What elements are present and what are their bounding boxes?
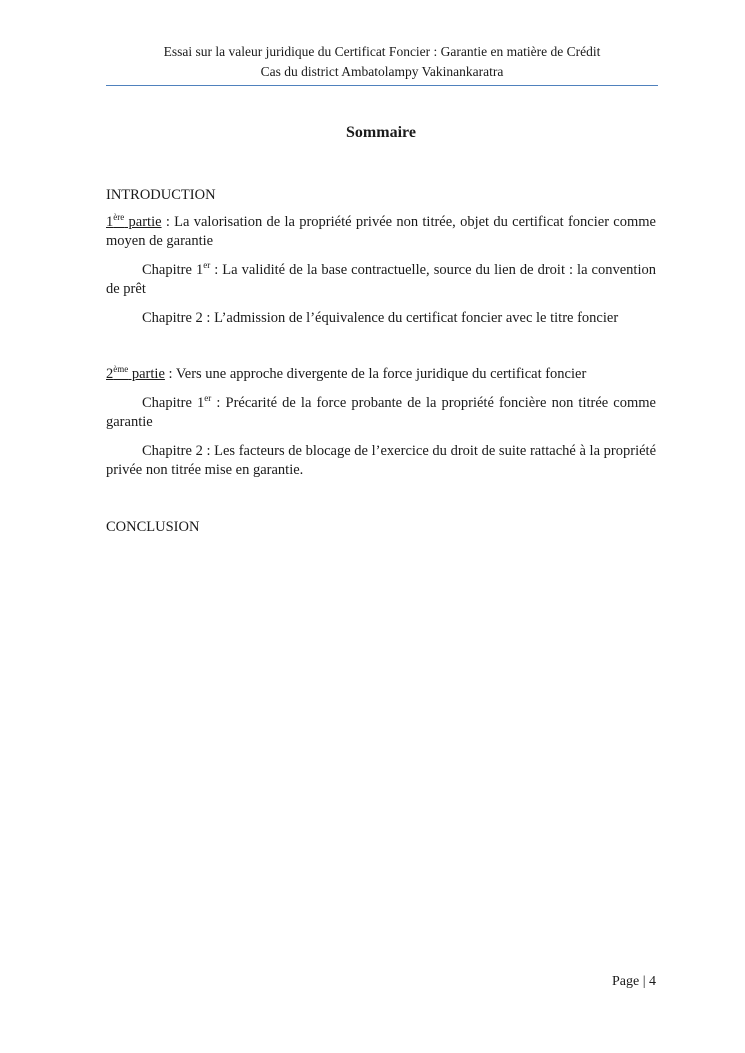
table-of-contents xyxy=(106,186,656,537)
toc-part-1-chapter-1: Chapitre 1er : La validité de la base contractuelle, source du lien de droit : la convention de prêt xyxy=(106,260,656,297)
toc-part-1-chapter-2: Chapitre 2 : L’admission de l’équivalence du certificat foncier avec le titre foncier xyxy=(142,310,619,326)
toc-part-2-chapter-1: Chapitre 1er : Précarité de la force probante de la propriété foncière non titrée comme garantie xyxy=(106,393,656,430)
page-number-footer: Page | 4 xyxy=(611,974,656,989)
toc-conclusion: CONCLUSION xyxy=(106,519,200,535)
header-line-1: Essai sur la valeur juridique du Certificat Foncier : Garantie en matière de Crédit xyxy=(163,44,601,59)
page-number: 4 xyxy=(649,974,656,989)
part-2-label: 2ème partie xyxy=(106,364,165,382)
header-line-2: Cas du district Ambatolampy Vakinankaratra xyxy=(260,64,504,79)
page-label: Page xyxy=(611,974,640,989)
running-header xyxy=(106,42,658,86)
page-title: Sommaire xyxy=(346,124,416,141)
toc-part-2: 2ème partie : Vers une approche divergente de la force juridique du certificat foncier xyxy=(106,364,587,382)
toc-part-1: 1ère partie : La valorisation de la propriété privée non titrée, objet du certificat foncier comme moyen de garantie xyxy=(106,212,656,249)
toc-introduction: INTRODUCTION xyxy=(106,187,216,203)
toc-part-2-chapter-2: Chapitre 2 : Les facteurs de blocage de l’exercice du droit de suite rattaché à la propriété privée non titrée mise en garantie. xyxy=(106,443,656,478)
part-1-label: 1ère partie xyxy=(106,212,162,230)
